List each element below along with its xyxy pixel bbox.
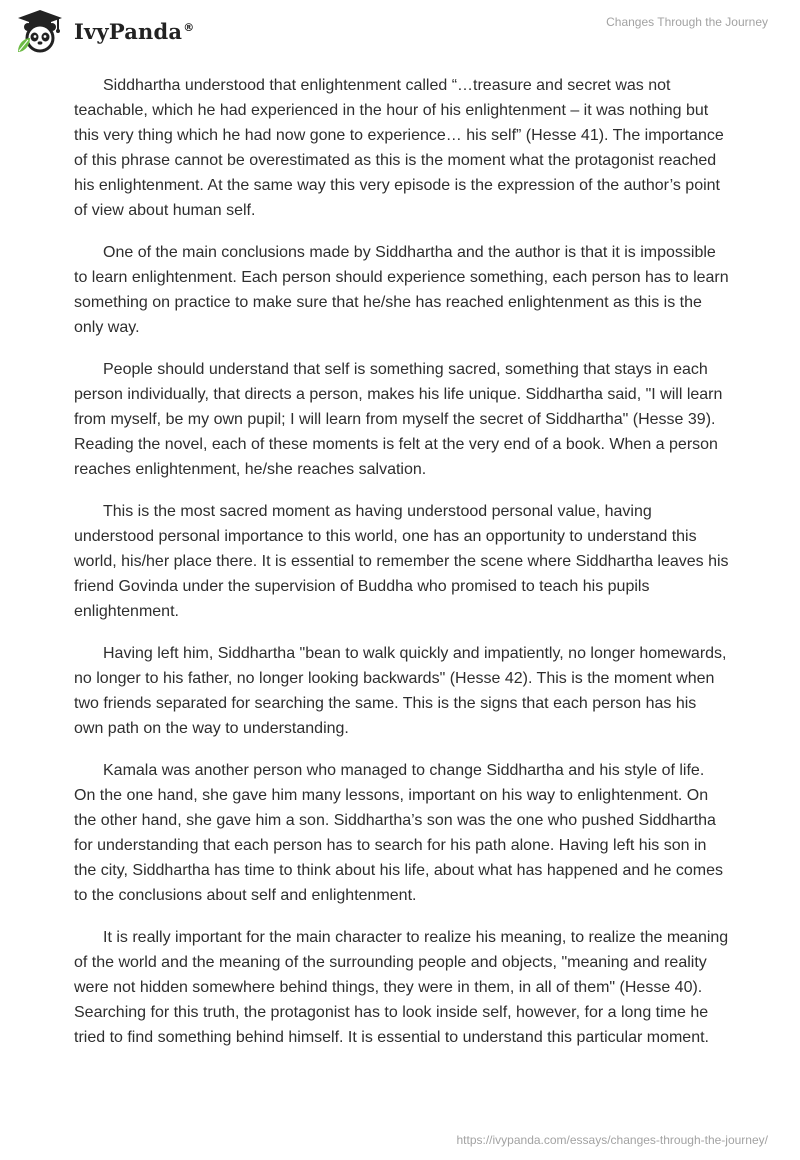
brand-name: IvyPanda®	[74, 18, 195, 44]
ivypanda-logo[interactable]	[14, 8, 194, 54]
registered-mark: ®	[183, 20, 195, 34]
source-url[interactable]: https://ivypanda.com/essays/changes-through-the-journey/	[456, 1133, 768, 1147]
paragraph: Siddhartha understood that enlightenment called “…treasure and secret was not teachable, which he had experienced in the hour of his enlightenment – it was nothing but this very thing which he had now gone to experience… his self” (Hesse 41). The importance of this phrase cannot be overestimated as this is the moment what the protagonist reached his enlightenment. At the same way this very episode is the expression of the author’s point of view about human self.	[74, 77, 724, 219]
page-header	[0, 0, 800, 70]
document-title: Changes Through the Journey	[606, 15, 768, 29]
paragraph: One of the main conclusions made by Siddhartha and the author is that it is impossible to learn enlightenment. Each person should experience something, each person has to learn something on practice to make sure that he/she has reached enlightenment as this is the only way.	[74, 244, 729, 336]
paragraph: People should understand that self is something sacred, something that stays in each person individually, that directs a person, makes his life unique. Siddhartha said, "I will learn from myself, be my own pupil; I will learn from myself the secret of Siddhartha" (Hesse 39). Reading the novel, each of these moments is felt at the very end of a book. When a person reaches enlightenment, he/she reaches salvation.	[74, 361, 723, 478]
essay-body	[74, 73, 730, 1067]
paragraph: This is the most sacred moment as having understood personal value, having understood personal importance to this world, one has an opportunity to understand this world, his/her place there. It is essential to remember the scene where Siddhartha leaves his friend Govinda under the supervision of Buddha who promised to teach his pupils enlightenment.	[74, 503, 729, 620]
panda-graduation-cap-icon	[14, 8, 66, 54]
paragraph: Kamala was another person who managed to change Siddhartha and his style of life. On the one hand, she gave him many lessons, important on his way to enlightenment. On the other hand, she gave him a son. Siddhartha’s son was the one who pushed Siddhartha for understanding that each person has to search for his path alone. Having left his son in the city, Siddhartha has time to think about his life, about what has happened and he comes to the conclusions about self and enlightenment.	[74, 762, 724, 904]
paragraph: Having left him, Siddhartha "bean to walk quickly and impatiently, no longer homewards, no longer to his father, no longer looking backwards" (Hesse 42). This is the moment when two friends separated for searching the same. This is the signs that each person has his own path on the way to understanding.	[74, 645, 727, 737]
paragraph: It is really important for the main character to realize his meaning, to realize the meaning of the world and the meaning of the surrounding people and objects, "meaning and reality were not hidden somewhere behind things, they were in them, in all of them" (Hesse 40). Searching for this truth, the protagonist has to look inside self, however, for a long time he tried to find something behind himself. It is essential to understand this particular moment.	[74, 929, 729, 1046]
